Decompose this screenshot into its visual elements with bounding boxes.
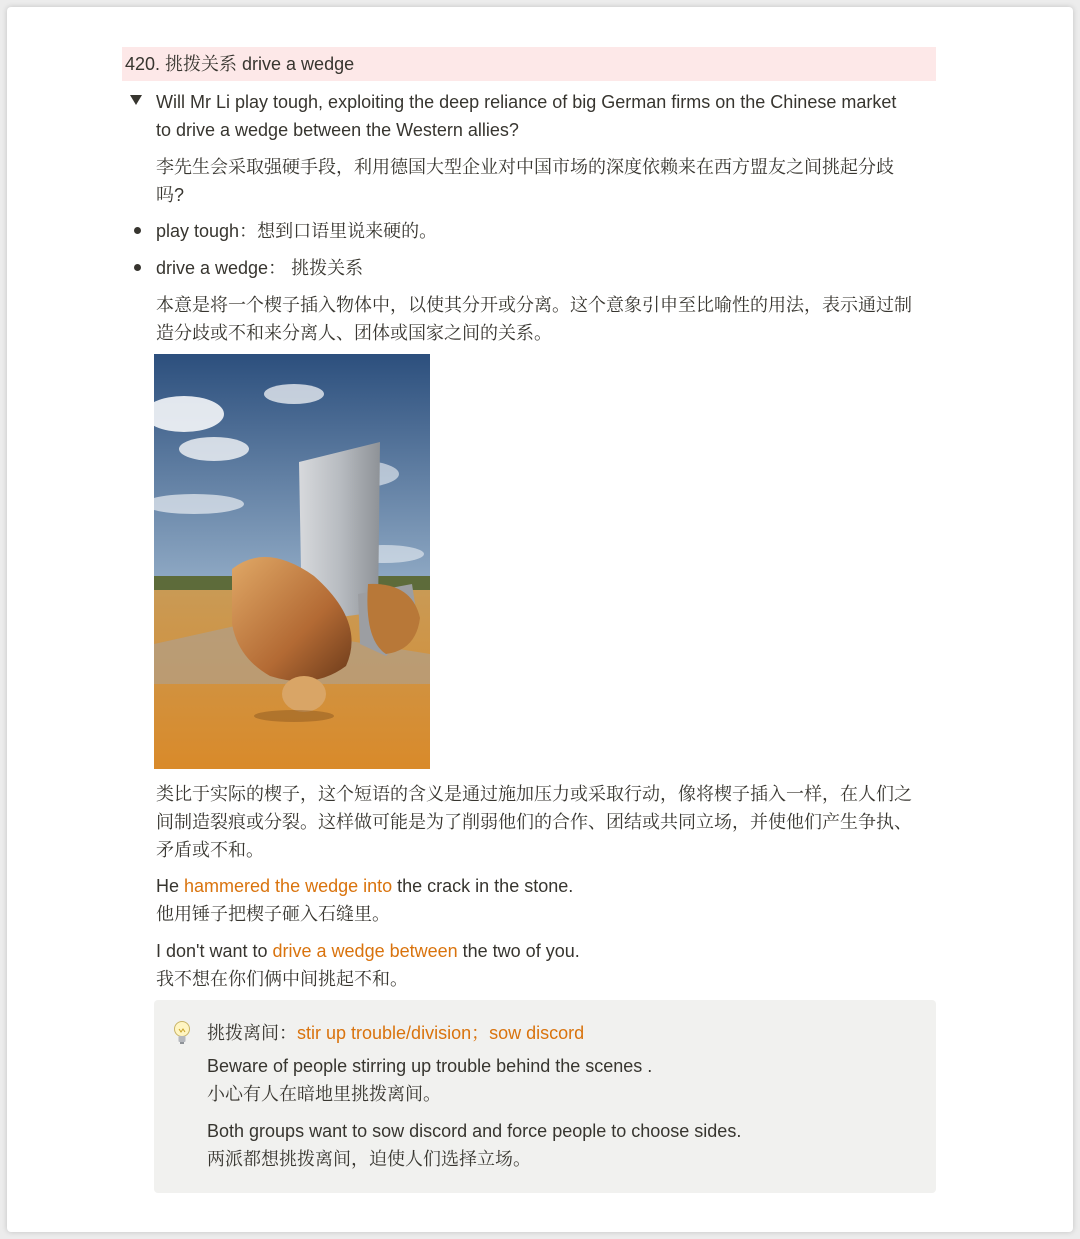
- bullet-drive-a-wedge: drive a wedge： 挑拨关系: [156, 258, 364, 278]
- toggle-zh-line-2: 吗?: [156, 185, 185, 205]
- analogy-line-2: 间制造裂痕或分裂。这样做可能是为了削弱他们的合作、团结或共同立场，并使他们产生争执、: [156, 812, 912, 832]
- lightbulb-icon: [173, 1020, 191, 1046]
- example-2-en: I don't want to drive a wedge between the two of you.: [156, 941, 580, 961]
- tip-callout: [154, 1000, 936, 1193]
- callout-example-2-en: Both groups want to sow discord and force people to choose sides.: [207, 1121, 742, 1141]
- bullet-dot-icon: [134, 264, 141, 271]
- callout-example-1-zh: 小心有人在暗地里挑拨离间。: [207, 1084, 441, 1104]
- callout-title: 挑拨离间：stir up trouble/division；sow discord: [207, 1023, 585, 1043]
- example-1-zh: 他用锤子把楔子砸入石缝里。: [156, 904, 390, 924]
- toggle-zh-line-1: 李先生会采取强硬手段，利用德国大型企业对中国市场的深度依赖来在西方盟友之间挑起分歧: [156, 157, 894, 177]
- callout-example-2-zh: 两派都想挑拨离间，迫使人们选择立场。: [207, 1149, 531, 1169]
- toggle-triangle-icon[interactable]: [130, 95, 142, 105]
- wedge-sculpture-photo: [154, 354, 430, 769]
- bullet-play-tough: play tough：想到口语里说来硬的。: [156, 221, 438, 241]
- explain-line-1: 本意是将一个楔子插入物体中，以使其分开或分离。这个意象引申至比喻性的用法，表示通过制: [156, 295, 912, 315]
- explain-line-2: 造分歧或不和来分离人、团体或国家之间的关系。: [156, 323, 552, 343]
- example-1-en: He hammered the wedge into the crack in the stone.: [156, 876, 574, 896]
- toggle-en-line-2: to drive a wedge between the Western allies?: [156, 120, 519, 140]
- analogy-line-1: 类比于实际的楔子，这个短语的含义是通过施加压力或采取行动，像将楔子插入一样，在人们之: [156, 784, 912, 804]
- highlight-phrase: hammered the wedge into: [184, 876, 393, 896]
- example-2-zh: 我不想在你们俩中间挑起不和。: [156, 969, 408, 989]
- callout-example-1-en: Beware of people stirring up trouble behind the scenes .: [207, 1056, 653, 1076]
- page-heading: 420. 挑拨关系 drive a wedge: [122, 47, 936, 81]
- callout-highlight: stir up trouble/division；sow discord: [297, 1023, 585, 1043]
- analogy-line-3: 矛盾或不和。: [156, 840, 264, 860]
- toggle-en-line-1: Will Mr Li play tough, exploiting the deep reliance of big German firms on the Chinese market: [156, 92, 897, 112]
- bullet-dot-icon: [134, 227, 141, 234]
- highlight-phrase: drive a wedge between: [272, 941, 458, 961]
